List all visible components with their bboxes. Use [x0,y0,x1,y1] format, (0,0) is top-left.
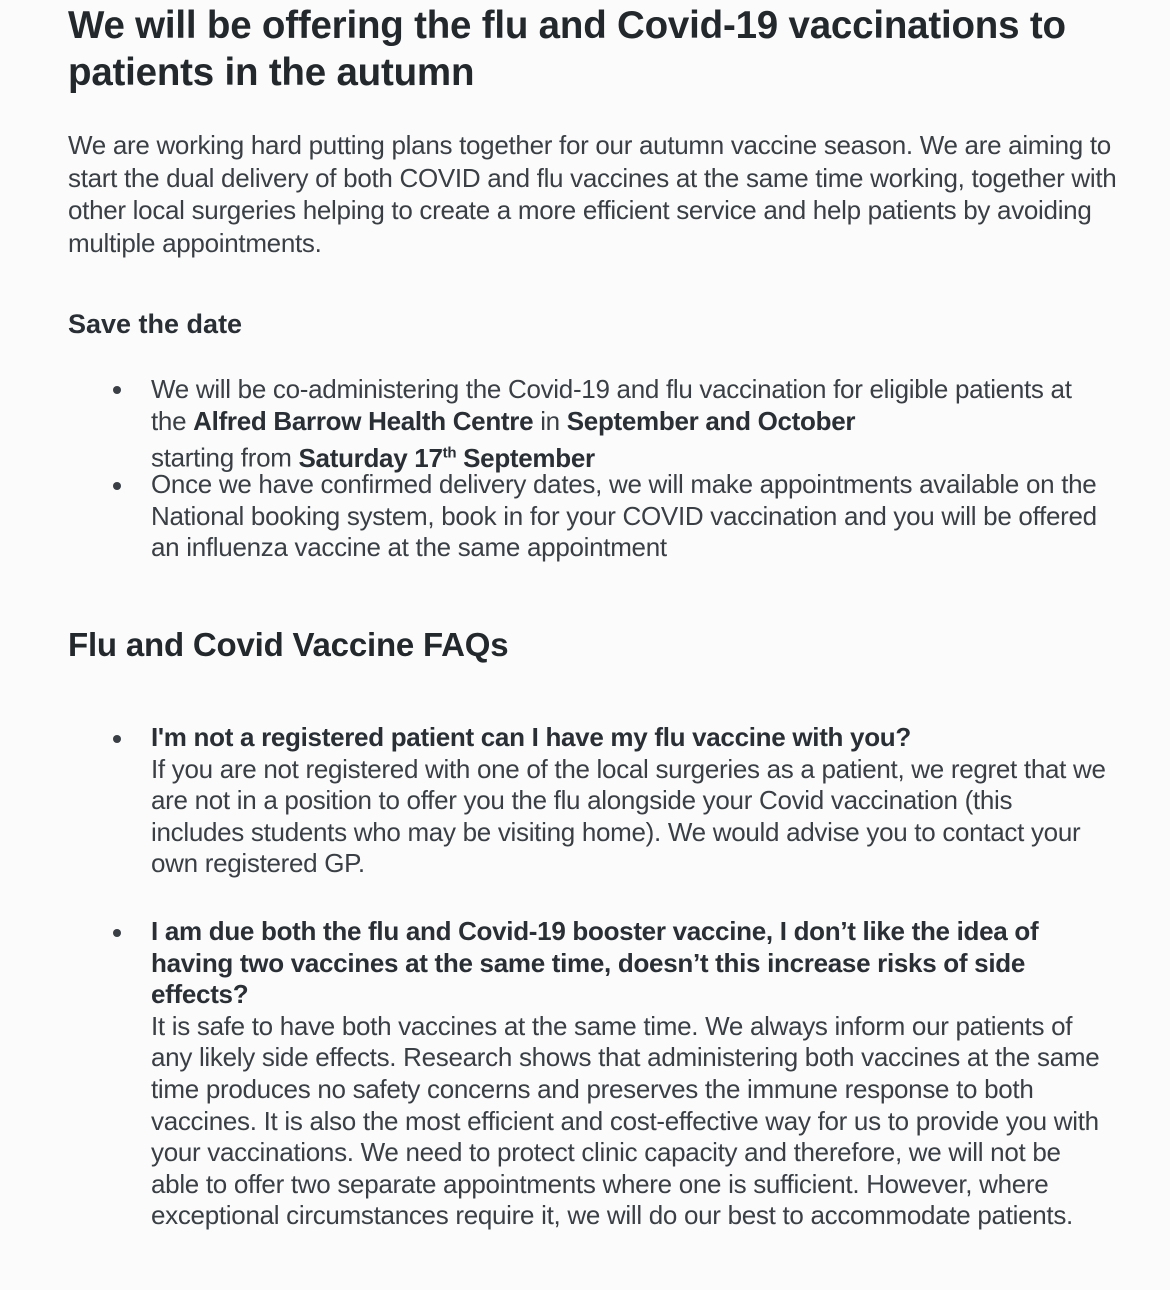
item-text: in [533,405,567,436]
item-text: starting from [151,442,299,473]
location-name: Alfred Barrow Health Centre [193,405,534,436]
bullet-icon [113,386,121,394]
start-date: Saturday 17th September [298,442,595,473]
faq-item-2 [151,916,1111,1232]
save-the-date-item-2: Once we have confirmed delivery dates, we will make appointments available on the National booking system, book in for your COVID vaccination and you will be offered an influenza vaccine at the same appointment [151,469,1097,563]
page-title: We will be offering the flu and Covid-19 vaccinations to patients in the autumn [68,4,1066,94]
faq-answer: It is safe to have both vaccines at the same time. We always inform our patients of any likely side effects. Research shows that administering both vaccines at the same time produces no safety concerns and preserves the immune response to both vaccines. It is also the most efficient and cost-effective way for us to provide you with your vaccinations. We need to protect clinic capacity and therefore, we will not be able to offer two separate appointments where one is sufficient. However, where exceptional circumstances require it, we will do our best to accommodate patients. [151,1010,1100,1231]
faq-question: I am due both the flu and Covid-19 booster vaccine, I don’t like the idea of having two vaccines at the same time, doesn’t this increase risks of side effects? [151,916,1039,1010]
bullet-icon [113,735,121,743]
faq-item-1 [151,722,1111,880]
intro-paragraph: We are working hard putting plans together for our autumn vaccine season. We are aiming to start the dual delivery of both COVID and flu vaccines at the same time working, together with other local surgeries helping to create a more efficient service and help patients by avoiding multiple appointments. [68,130,1117,258]
faq-answer: If you are not registered with one of the local surgeries as a patient, we regret that we are not in a position to offer you the flu alongside your Covid vaccination (this includes students who may be visiting home). We would advise you to contact your own registered GP. [151,753,1106,879]
faq-question: I'm not a registered patient can I have my flu vaccine with you? [151,722,911,752]
save-the-date-item-1 [151,374,1111,474]
save-the-date-heading: Save the date [68,309,243,339]
item-text: We will be co-administering the Covid-19 and flu vaccination for eligible patients at the [151,374,1072,436]
months: September and October [566,405,856,436]
faq-heading: Flu and Covid Vaccine FAQs [68,626,509,663]
bullet-icon [113,929,121,937]
bullet-icon [113,482,121,490]
